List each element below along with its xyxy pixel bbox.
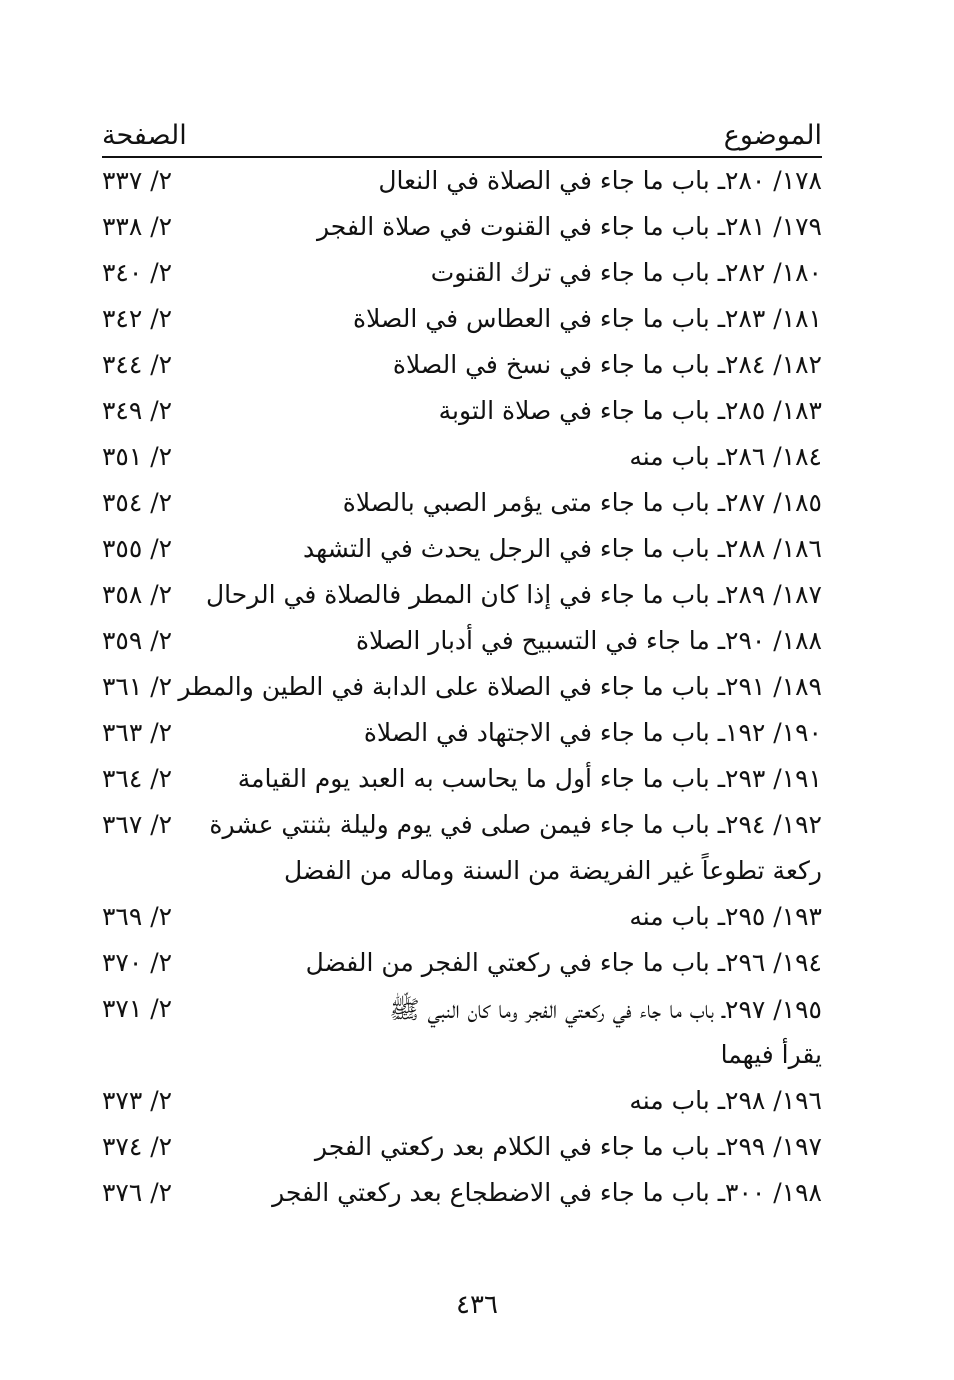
index-entry <box>102 300 822 346</box>
index-entry <box>102 484 822 530</box>
entry-topic: ١٨٦/ ٢٨٨ـ باب ما جاء في الرجل يحدث في التشهد <box>303 534 822 563</box>
entry-page: ٢/ ٣٧٣ <box>102 1086 173 1115</box>
entry-page: ٢/ ٣٦٩ <box>102 902 173 931</box>
entry-page: ٢/ ٣٥٥ <box>102 534 173 563</box>
index-entry-continuation <box>102 852 822 898</box>
index-entry <box>102 898 822 944</box>
entry-topic: يقرأ فيهما <box>720 1040 822 1069</box>
index-entries <box>102 162 822 1220</box>
entry-topic: ١٨٠/ ٢٨٢ـ باب ما جاء في ترك القنوت <box>430 258 822 287</box>
index-entry <box>102 438 822 484</box>
index-entry <box>102 576 822 622</box>
page-column-heading: الصفحة <box>102 120 187 151</box>
entry-page: ٢/ ٣٤٢ <box>102 304 173 333</box>
index-entry <box>102 990 822 1036</box>
entry-page: ٢/ ٣٣٨ <box>102 212 173 241</box>
entry-page: ٢/ ٣٧٦ <box>102 1178 173 1207</box>
page-number: ٤٣٦ <box>456 1290 498 1320</box>
entry-page: ٢/ ٣٥١ <box>102 442 173 471</box>
index-entry <box>102 944 822 990</box>
entry-topic: ١٧٩/ ٢٨١ـ باب ما جاء في القنوت في صلاة الفجر <box>317 212 822 241</box>
entry-topic: ١٩٧/ ٢٩٩ـ باب ما جاء في الكلام بعد ركعتي الفجر <box>314 1132 822 1161</box>
entry-topic: ١٨١/ ٢٨٣ـ باب ما جاء في العطاس في الصلاة <box>353 304 822 333</box>
index-entry <box>102 806 822 852</box>
index-entry <box>102 254 822 300</box>
table-header <box>102 118 822 158</box>
index-entry <box>102 668 822 714</box>
entry-topic: ١٧٨/ ٢٨٠ـ باب ما جاء في الصلاة في النعال <box>378 166 822 195</box>
entry-topic: ١٩٨/ ٣٠٠ـ باب ما جاء في الاضطجاع بعد ركعتي الفجر <box>272 1178 822 1207</box>
index-entry-continuation <box>102 1036 822 1082</box>
entry-page: ٢/ ٣٣٧ <box>102 166 173 195</box>
index-entry <box>102 530 822 576</box>
entry-topic: ١٨٨/ ٢٩٠ـ ما جاء في التسبيح في أدبار الصلاة <box>356 626 822 655</box>
entry-page: ٢/ ٣٧١ <box>102 994 173 1023</box>
entry-page: ٢/ ٣٤٠ <box>102 258 173 287</box>
entry-topic: ١٩٠/ ١٩٢ـ باب ما جاء في الاجتهاد في الصلاة <box>363 718 822 747</box>
entry-topic: ١٩٦/ ٢٩٨ـ باب منه <box>629 1086 822 1115</box>
entry-page: ٢/ ٣٥٩ <box>102 626 173 655</box>
index-entry <box>102 760 822 806</box>
index-entry <box>102 392 822 438</box>
entry-page: ٢/ ٣٦٧ <box>102 810 173 839</box>
entry-page: ٢/ ٣٥٨ <box>102 580 173 609</box>
entry-page: ٢/ ٣٤٤ <box>102 350 173 379</box>
index-entry <box>102 162 822 208</box>
entry-topic: ١٨٢/ ٢٨٤ـ باب ما جاء في نسخ في الصلاة <box>392 350 822 379</box>
entry-topic: ركعة تطوعاً غير الفريضة من السنة وماله من الفضل <box>284 856 822 885</box>
entry-topic: ١٨٧/ ٢٨٩ـ باب ما جاء في إذا كان المطر فالصلاة في الرحال <box>206 580 822 609</box>
index-entry <box>102 208 822 254</box>
entry-topic: ١٩٥/ ٢٩٧ـ باب ما جاء في ركعتي الفجر وما كان النبي ﷺ <box>389 995 822 1024</box>
index-entry <box>102 1174 822 1220</box>
entry-page: ٢/ ٣٧٠ <box>102 948 173 977</box>
entry-page: ٢/ ٣٤٩ <box>102 396 173 425</box>
index-entry <box>102 622 822 668</box>
index-entry <box>102 346 822 392</box>
entry-page: ٢/ ٣٧٤ <box>102 1132 173 1161</box>
entry-page: ٢/ ٣٦٤ <box>102 764 173 793</box>
entry-page: ٢/ ٣٦٣ <box>102 718 173 747</box>
index-entry <box>102 1082 822 1128</box>
entry-topic: ١٨٤/ ٢٨٦ـ باب منه <box>629 442 822 471</box>
entry-topic: ١٨٥/ ٢٨٧ـ باب ما جاء متى يؤمر الصبي بالصلاة <box>342 488 822 517</box>
entry-topic: ١٨٣/ ٢٨٥ـ باب ما جاء في صلاة التوبة <box>438 396 822 425</box>
entry-topic: ١٩٣/ ٢٩٥ـ باب منه <box>629 902 822 931</box>
entry-page: ٢/ ٣٦١ <box>102 672 173 701</box>
entry-topic: ١٩١/ ٢٩٣ـ باب ما جاء أول ما يحاسب به العبد يوم القيامة <box>237 764 822 793</box>
entry-topic: ١٩٤/ ٢٩٦ـ باب ما جاء في ركعتي الفجر من الفضل <box>305 948 822 977</box>
index-entry <box>102 714 822 760</box>
entry-topic: ١٨٩/ ٢٩١ـ باب ما جاء في الصلاة على الدابة في الطين والمطر <box>178 672 822 701</box>
entry-topic: ١٩٢/ ٢٩٤ـ باب ما جاء فيمن صلى في يوم وليلة بثنتي عشرة <box>209 810 822 839</box>
entry-page: ٢/ ٣٥٤ <box>102 488 173 517</box>
index-entry <box>102 1128 822 1174</box>
topic-column-heading: الموضوع <box>723 120 822 151</box>
